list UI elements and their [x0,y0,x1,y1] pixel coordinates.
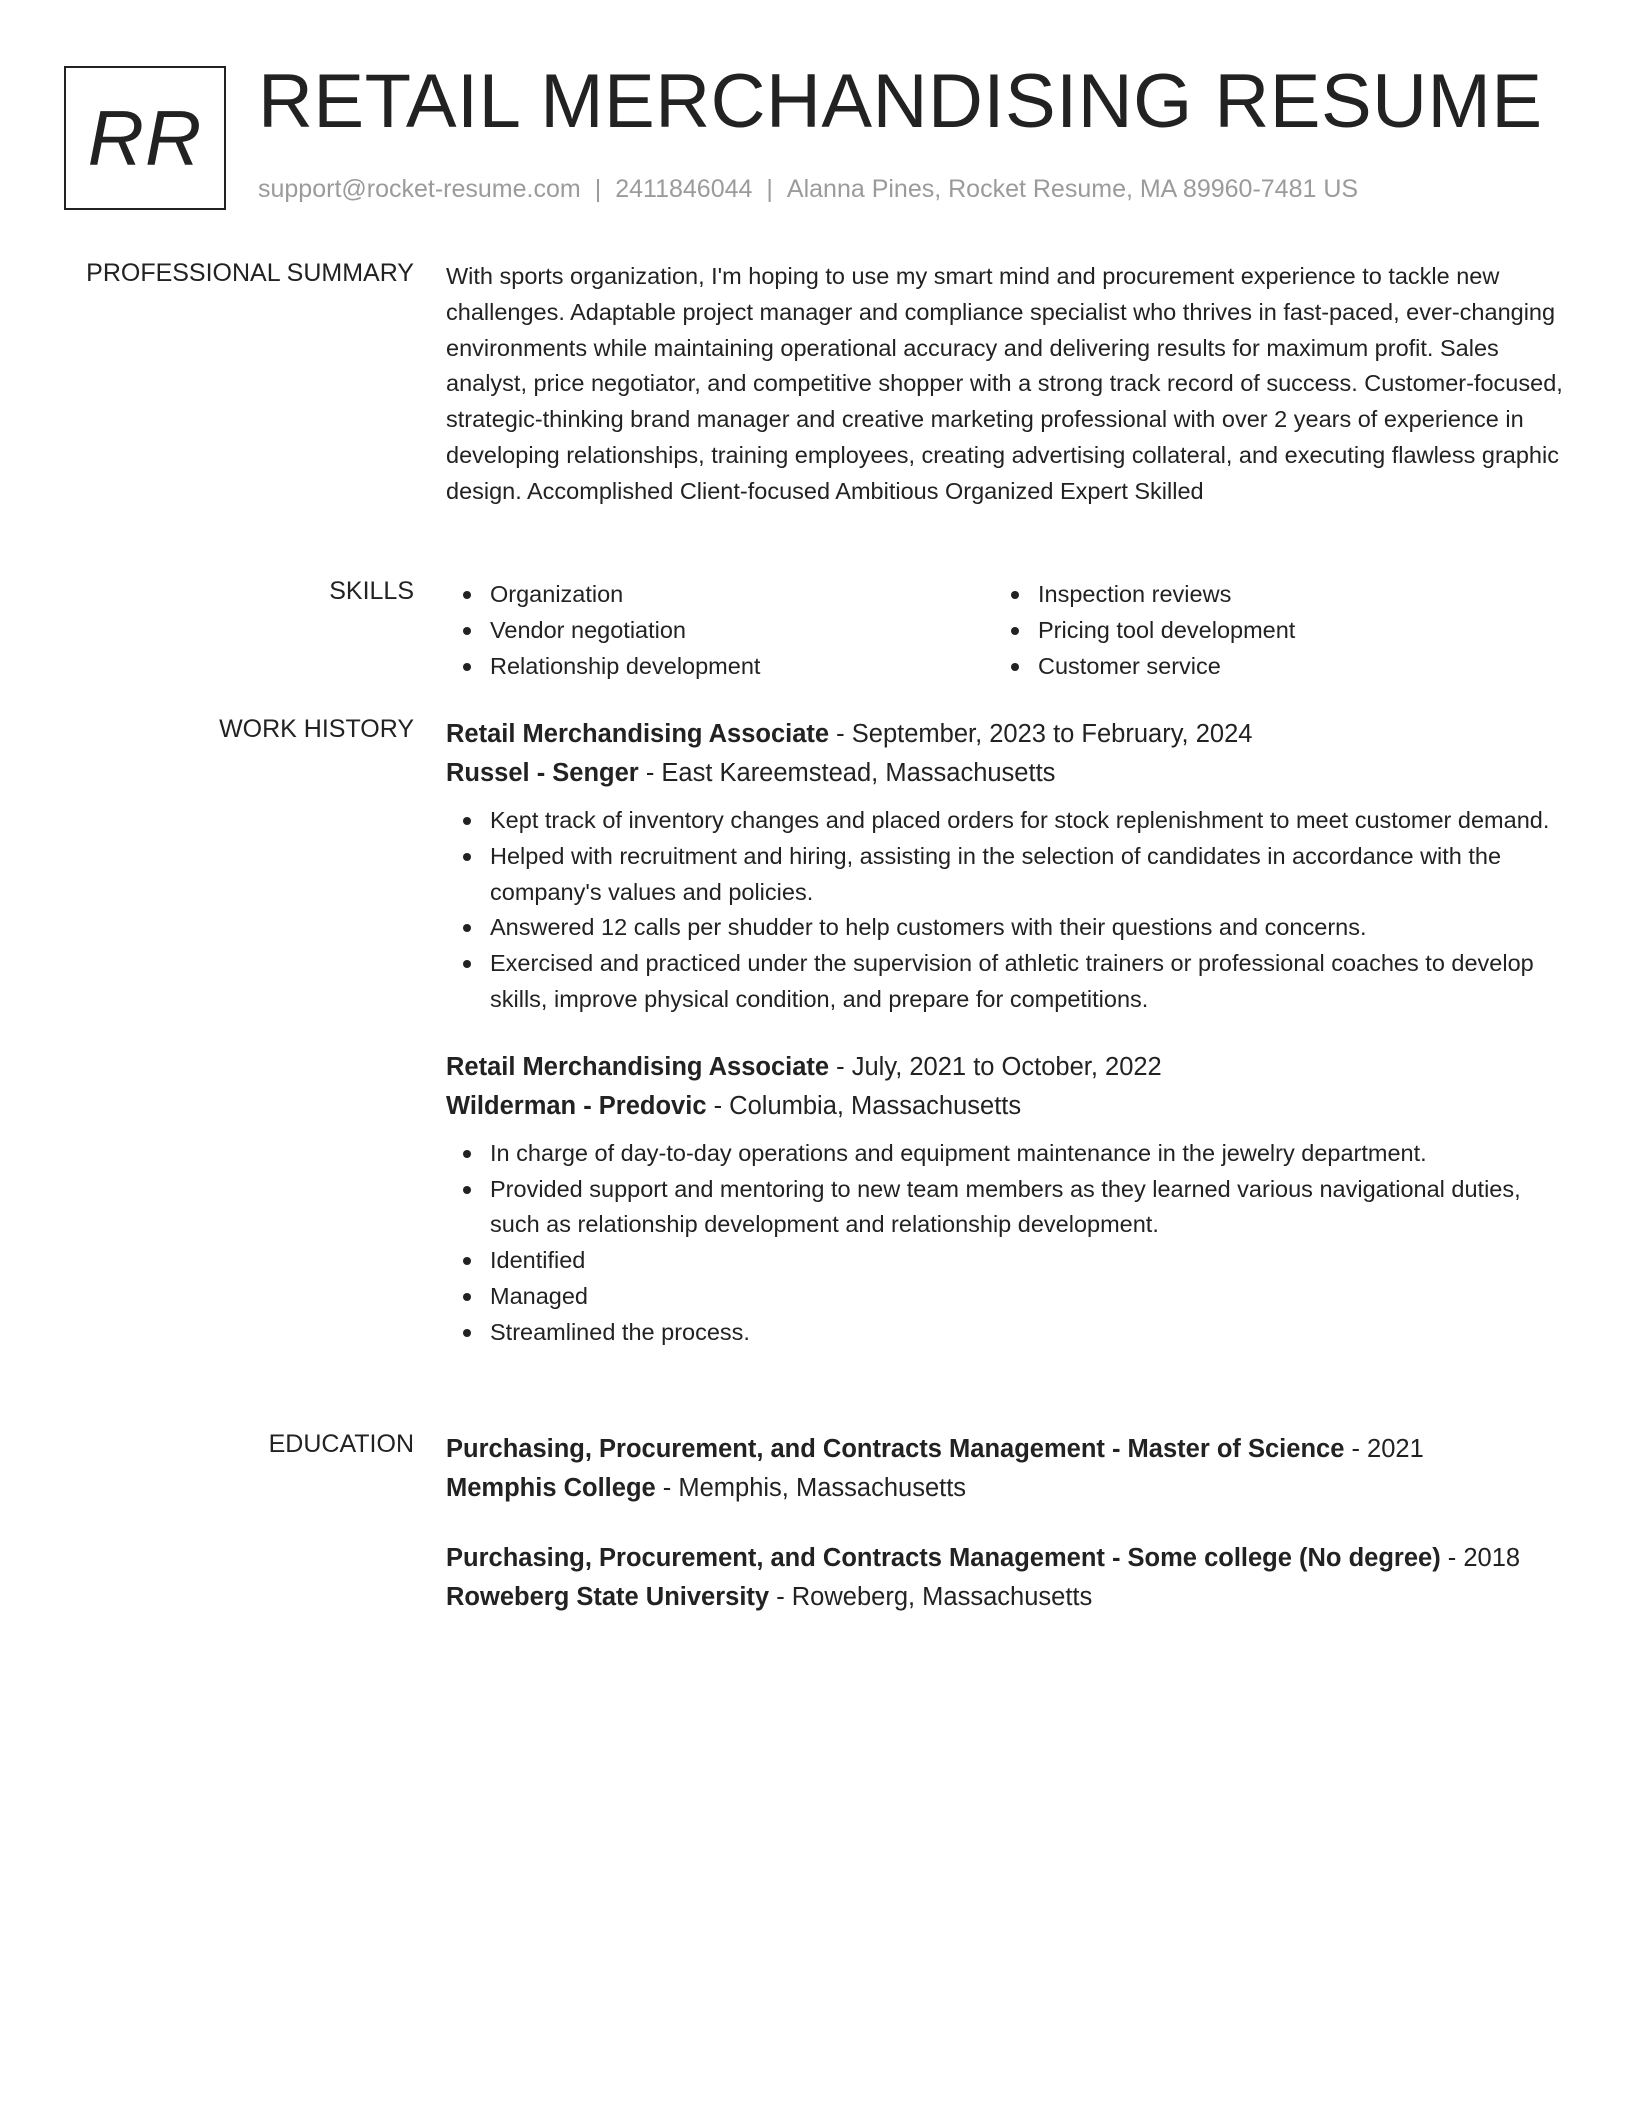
summary-label: PROFESSIONAL SUMMARY [86,259,414,287]
job-duties [446,803,1566,1018]
job-entry [446,715,1566,1018]
monogram-initials: RR [87,93,203,182]
skills-list-right [994,577,1542,684]
education-school: Memphis College [446,1474,656,1502]
education-school-line [446,1469,1566,1508]
education-degree-line [446,1430,1566,1469]
job-title: Retail Merchandising Associate [446,1052,830,1081]
job-location: - Columbia, Massachusetts [706,1091,1022,1120]
job-duties [446,1136,1566,1351]
skills-label: SKILLS [329,577,414,605]
job-duty: In charge of day-to-day operations and equipment maintenance in the jewelry department. [446,1136,1566,1172]
skill-item: Vendor negotiation [446,613,994,649]
work-history-body [446,715,1566,1381]
education-year: - 2018 [1440,1544,1521,1572]
contact-phone[interactable]: 2411846044 [615,175,753,203]
job-duty: Provided support and mentoring to new team members as they learned various navigational duties, such as relationship development and relationship development. [446,1172,1566,1244]
job-duty: Managed [446,1279,1566,1315]
contact-address: Alanna Pines, Rocket Resume, MA 89960-7481 US [786,175,1359,203]
education-school-line [446,1578,1566,1617]
education-body [446,1430,1566,1648]
education-school: Roweberg State University [446,1583,770,1611]
contact-separator: | [766,175,773,203]
job-company-line [446,754,1566,793]
contact-email[interactable]: support@rocket-resume.com [258,175,581,203]
education-location: - Roweberg, Massachusetts [769,1583,1093,1611]
job-location: - East Kareemstead, Massachusetts [638,759,1056,787]
education-degree-line [446,1539,1566,1578]
skill-item: Inspection reviews [994,577,1542,613]
education-degree: Purchasing, Procurement, and Contracts Management - Some college (No degree) [446,1544,1441,1572]
job-duty: Kept track of inventory changes and placed orders for stock replenishment to meet customer demand. [446,803,1566,839]
job-duty: Streamlined the process. [446,1315,1566,1351]
education-location: - Memphis, Massachusetts [655,1474,967,1502]
skill-item: Relationship development [446,649,994,685]
job-duty: Exercised and practiced under the supervision of athletic trainers or professional coaches to develop skills, improve physical condition, and prepare for competitions. [446,946,1566,1018]
job-duty: Identified [446,1243,1566,1279]
contact-line [258,175,1358,204]
education-entry [446,1539,1566,1617]
job-dates: - July, 2021 to October, 2022 [829,1052,1162,1081]
job-duty: Answered 12 calls per shudder to help customers with their questions and concerns. [446,910,1566,946]
skill-item: Customer service [994,649,1542,685]
job-company: Russel - Senger [446,759,639,787]
resume-title: RETAIL MERCHANDISING RESUME [258,59,1543,144]
skill-item: Pricing tool development [994,613,1542,649]
monogram-logo [64,66,226,210]
skills-grid [446,577,1566,684]
job-duty: Helped with recruitment and hiring, assisting in the selection of candidates in accordance with the company's values and policies. [446,839,1566,911]
education-degree: Purchasing, Procurement, and Contracts Management - Master of Science [446,1435,1345,1463]
education-year: - 2021 [1344,1435,1424,1463]
job-title: Retail Merchandising Associate [446,720,830,748]
education-entry [446,1430,1566,1508]
skill-item: Organization [446,577,994,613]
skills-list-left [446,577,994,684]
summary-body [446,259,1566,510]
job-title-line [446,715,1566,754]
summary-text: With sports organization, I'm hoping to use my smart mind and procurement experience to tackle new challenges. Adaptable project manager and compliance specialist who thrives in fast-paced, ever-changing environments while maintaining operational accuracy and delivering results for maximum profit. Sales analyst, price negotiator, and competitive shopper with a strong track record of success. Customer-focused, strategic-thinking brand manager and creative marketing professional with over 2 years of experience in developing relationships, training employees, creating advertising collateral, and executing flawless graphic design. Accomplished Client-focused Ambitious Organized Expert Skilled [446,263,1563,504]
job-title-line [446,1048,1566,1087]
work-history-label: WORK HISTORY [219,715,414,743]
job-entry [446,1048,1566,1351]
job-dates: - September, 2023 to February, 2024 [829,720,1253,748]
contact-separator: | [594,175,602,203]
education-label: EDUCATION [268,1430,414,1458]
job-company: Wilderman - Predovic [446,1091,707,1120]
job-company-line [446,1087,1566,1126]
